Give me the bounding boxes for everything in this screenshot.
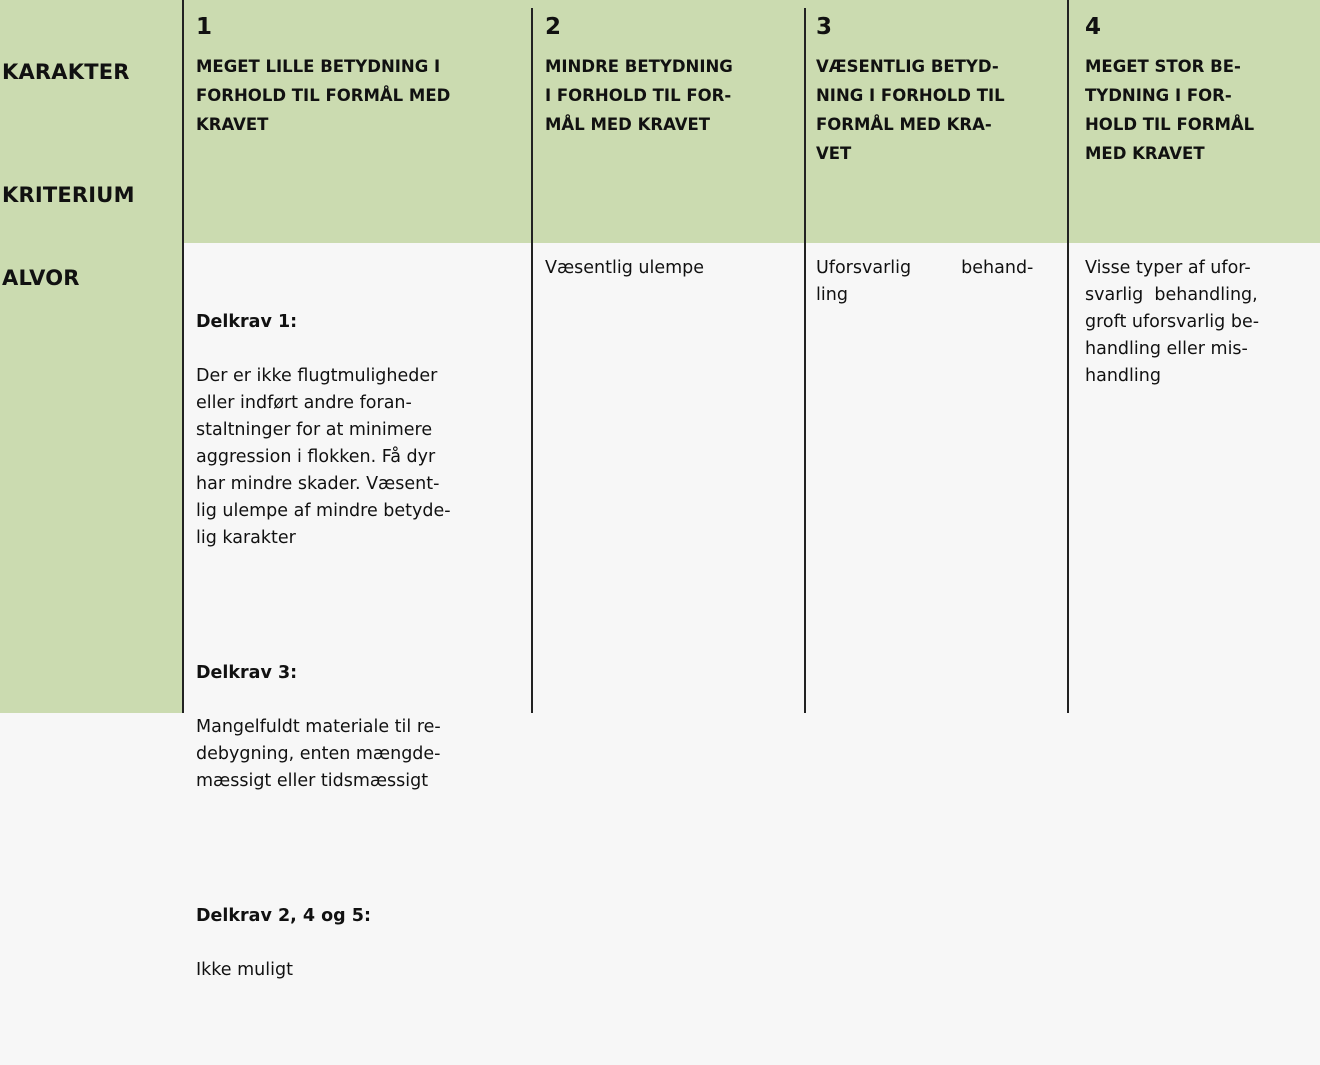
row-label-column (0, 0, 183, 713)
divider-line (182, 0, 184, 713)
column-header-2: MINDRE BETYDNING I FORHOLD TIL FOR- MÅL MED KRAVET (545, 57, 733, 134)
requirement-title: Delkrav 2, 4 og 5: (196, 906, 371, 926)
divider-line (804, 8, 806, 713)
cell-column-1 (196, 255, 528, 1065)
cell-column-3: Uforsvarlig behand- ling (816, 258, 1034, 305)
row-label-karakter: KARAKTER (2, 60, 130, 84)
cell-column-2: Væsentlig ulempe (545, 258, 705, 278)
row-label-kriterium: KRITERIUM (2, 183, 135, 207)
requirement-text: Mangelfuldt materiale til re- debygning, enten mængde- mæssigt eller tidsmæssigt (196, 717, 441, 791)
column-header-4: MEGET STOR BE- TYDNING I FOR- HOLD TIL FORMÅL MED KRAVET (1085, 57, 1255, 163)
column-number-4: 4 (1085, 14, 1102, 40)
column-header-3: VÆSENTLIG BETYD- NING I FORHOLD TIL FORMÅL MED KRA- VET (816, 57, 1005, 163)
divider-line (1067, 0, 1069, 713)
requirement-text: Ikke muligt (196, 960, 293, 980)
column-number-3: 3 (816, 14, 833, 40)
requirement-block (196, 282, 528, 579)
requirement-title: Delkrav 1: (196, 312, 298, 332)
requirement-title: Delkrav 3: (196, 663, 298, 683)
requirement-block (196, 876, 528, 1011)
column-number-1: 1 (196, 14, 213, 40)
column-number-2: 2 (545, 14, 562, 40)
requirement-block (196, 633, 528, 822)
row-label-alvor: ALVOR (2, 266, 80, 290)
column-header-1: MEGET LILLE BETYDNING I FORHOLD TIL FORMÅL MED KRAVET (196, 57, 451, 134)
requirement-text: Der er ikke flugtmuligheder eller indført andre foran- staltninger for at minimere aggression i flokken. Få dyr har mindre skader. Væsent- lig ulempe af mindre betyde- lig karakter (196, 366, 451, 548)
cell-column-4: Visse typer af ufor- svarlig behandling, groft uforsvarlig be- handling eller mis- handling (1085, 258, 1260, 386)
divider-line (531, 8, 533, 713)
